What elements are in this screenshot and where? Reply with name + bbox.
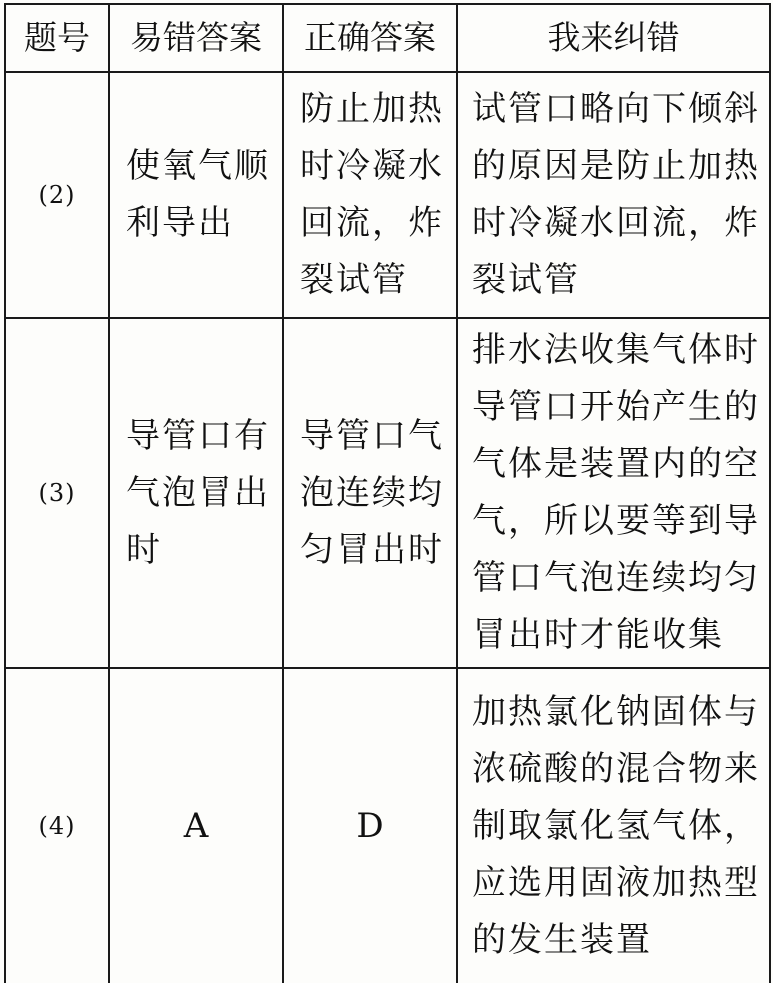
correct-answer-text: 导管口气泡连续均匀冒出时 (300, 415, 444, 570)
correction-cell (457, 318, 770, 668)
question-number-cell: (4) (5, 668, 109, 983)
correct-answer-cell (283, 318, 457, 668)
wrong-answer-cell (109, 318, 283, 668)
table-row (5, 318, 770, 668)
correction-text: 排水法收集气体时导管口开始产生的气体是装置内的空气，所以要等到导管口气泡连续均匀冒出时才能收集 (472, 330, 760, 655)
table-header-row (5, 4, 770, 72)
wrong-answer-text: 导管口有气泡冒出时 (126, 415, 270, 570)
correct-answer-cell (283, 72, 457, 318)
header-question-number: 题号 (5, 4, 109, 72)
question-number-cell: (3) (5, 318, 109, 668)
correction-text: 加热氯化钠固体与浓硫酸的混合物来制取氯化氢气体，应选用固液加热型的发生装置 (472, 691, 760, 960)
question-number-cell: (2) (5, 72, 109, 318)
correct-answer-cell: D (283, 668, 457, 983)
correct-answer-text: 防止加热时冷凝水回流，炸裂试管 (300, 89, 444, 300)
error-correction-table (4, 3, 771, 983)
wrong-answer-text: 使氧气顺利导出 (126, 146, 270, 243)
correction-cell (457, 668, 770, 983)
correction-cell (457, 72, 770, 318)
table-row (5, 72, 770, 318)
header-wrong-answer: 易错答案 (109, 4, 283, 72)
header-correction: 我来纠错 (457, 4, 770, 72)
table-row (5, 668, 770, 983)
header-correct-answer: 正确答案 (283, 4, 457, 72)
wrong-answer-cell (109, 72, 283, 318)
wrong-answer-cell: A (109, 668, 283, 983)
correction-text: 试管口略向下倾斜的原因是防止加热时冷凝水回流，炸裂试管 (472, 89, 760, 300)
